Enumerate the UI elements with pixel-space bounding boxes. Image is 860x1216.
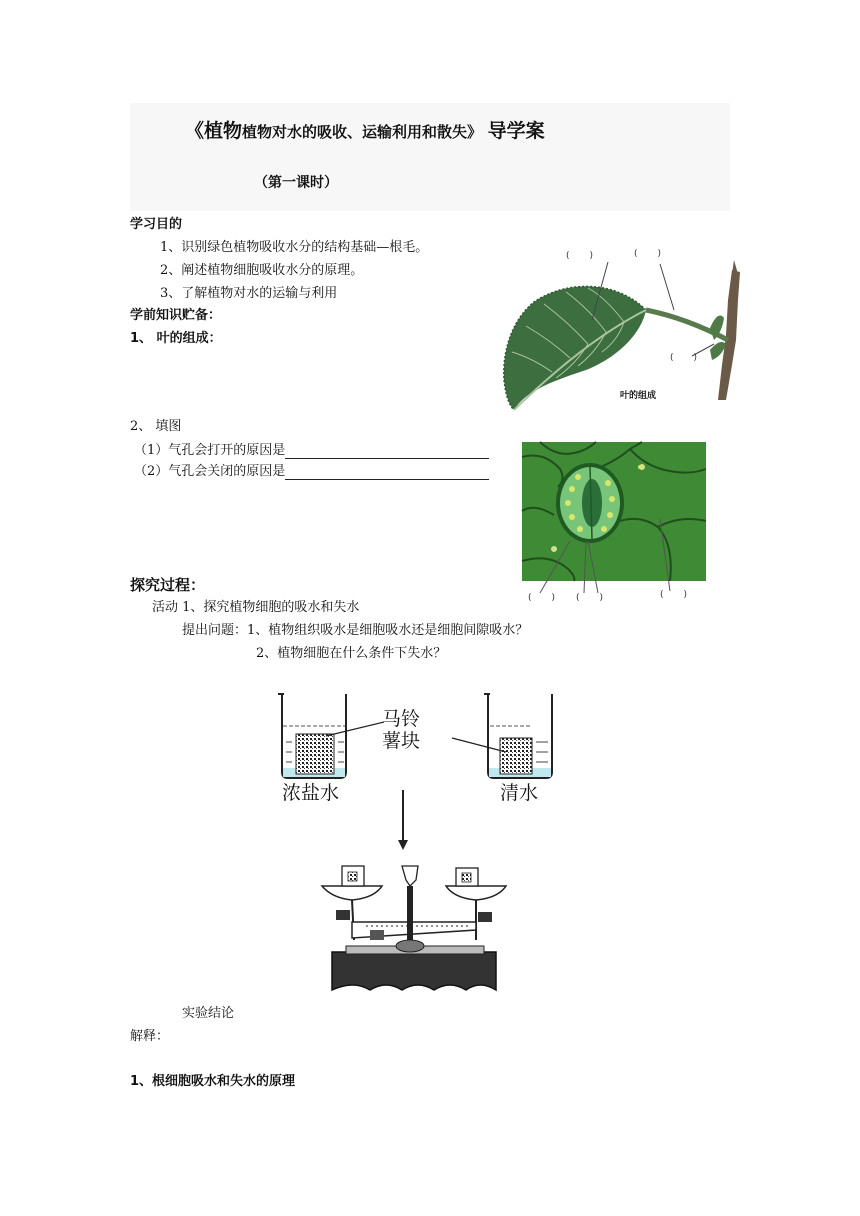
potato-label-bottom: 薯块 (382, 730, 421, 752)
stoma-close-answer-line[interactable] (285, 465, 489, 480)
potato-label-top: 马铃 (382, 708, 421, 730)
stipule-blank: ( ) (670, 353, 698, 363)
process-heading: 探究过程： (130, 576, 206, 594)
question-stoma-close (134, 464, 489, 480)
experiment-conclusion-label: 实验结论 (182, 1006, 235, 1021)
stomata-blank-1: ( ) (528, 593, 556, 603)
leaf-figure-caption: 叶的组成 (620, 391, 657, 401)
section-root-cell-principle: 1、根细胞吸水和失水的原理 (130, 1074, 296, 1089)
leaf-illustration (496, 240, 746, 412)
prior-heading: 学前知识贮备： (130, 308, 222, 323)
objectives-heading: 学习目的 (130, 217, 183, 232)
leaf-blade-blank: ( ) (566, 251, 594, 261)
title-part2: 植物对水的吸收、运输利用和散失》 (242, 123, 483, 141)
clear-water-label: 清水 (500, 782, 539, 804)
objective-item-1: 1、识别绿色植物吸收水分的结构基础—根毛。 (160, 240, 429, 255)
lesson-subtitle: （第一课时） (254, 175, 338, 191)
leaf-composition-figure (496, 240, 746, 412)
activity-1-title: 活动 1、探究植物细胞的吸水和失水 (152, 600, 360, 615)
experiment-figure (270, 690, 570, 1010)
potato-label (382, 708, 420, 752)
stomata-figure (520, 441, 710, 606)
research-question-1: 1、植物组织吸水是细胞吸水还是细胞间隙吸水？ (247, 623, 529, 638)
objective-item-3: 3、了解植物对水的运输与利用 (160, 286, 338, 301)
salt-water-label: 浓盐水 (282, 782, 340, 804)
question-fill-figure: 2、 填图 (130, 419, 182, 434)
stoma-open-answer-line[interactable] (285, 444, 489, 459)
title-part3: 导学案 (487, 120, 545, 142)
document-title (185, 116, 545, 143)
petiole-blank: ( ) (634, 249, 662, 259)
research-question-2: 2、植物细胞在什么条件下失水？ (256, 646, 447, 661)
objective-item-2: 2、阐述植物细胞吸收水分的原理。 (160, 263, 364, 278)
stoma-close-label: （2）气孔会关闭的原因是 (134, 464, 286, 479)
question-leaf-composition: 1、 叶的组成： (130, 331, 222, 346)
title-part1: 《植物 (185, 120, 243, 142)
stomata-blank-2: ( ) (576, 593, 604, 603)
stomata-illustration (520, 441, 710, 606)
question-stoma-open (134, 443, 489, 459)
stomata-blank-3: ( ) (660, 590, 688, 600)
question-label: 提出问题： (182, 623, 248, 638)
stoma-open-label: （1）气孔会打开的原因是 (134, 443, 286, 458)
explanation-label: 解释： (130, 1029, 170, 1044)
question-1-row (182, 623, 528, 639)
